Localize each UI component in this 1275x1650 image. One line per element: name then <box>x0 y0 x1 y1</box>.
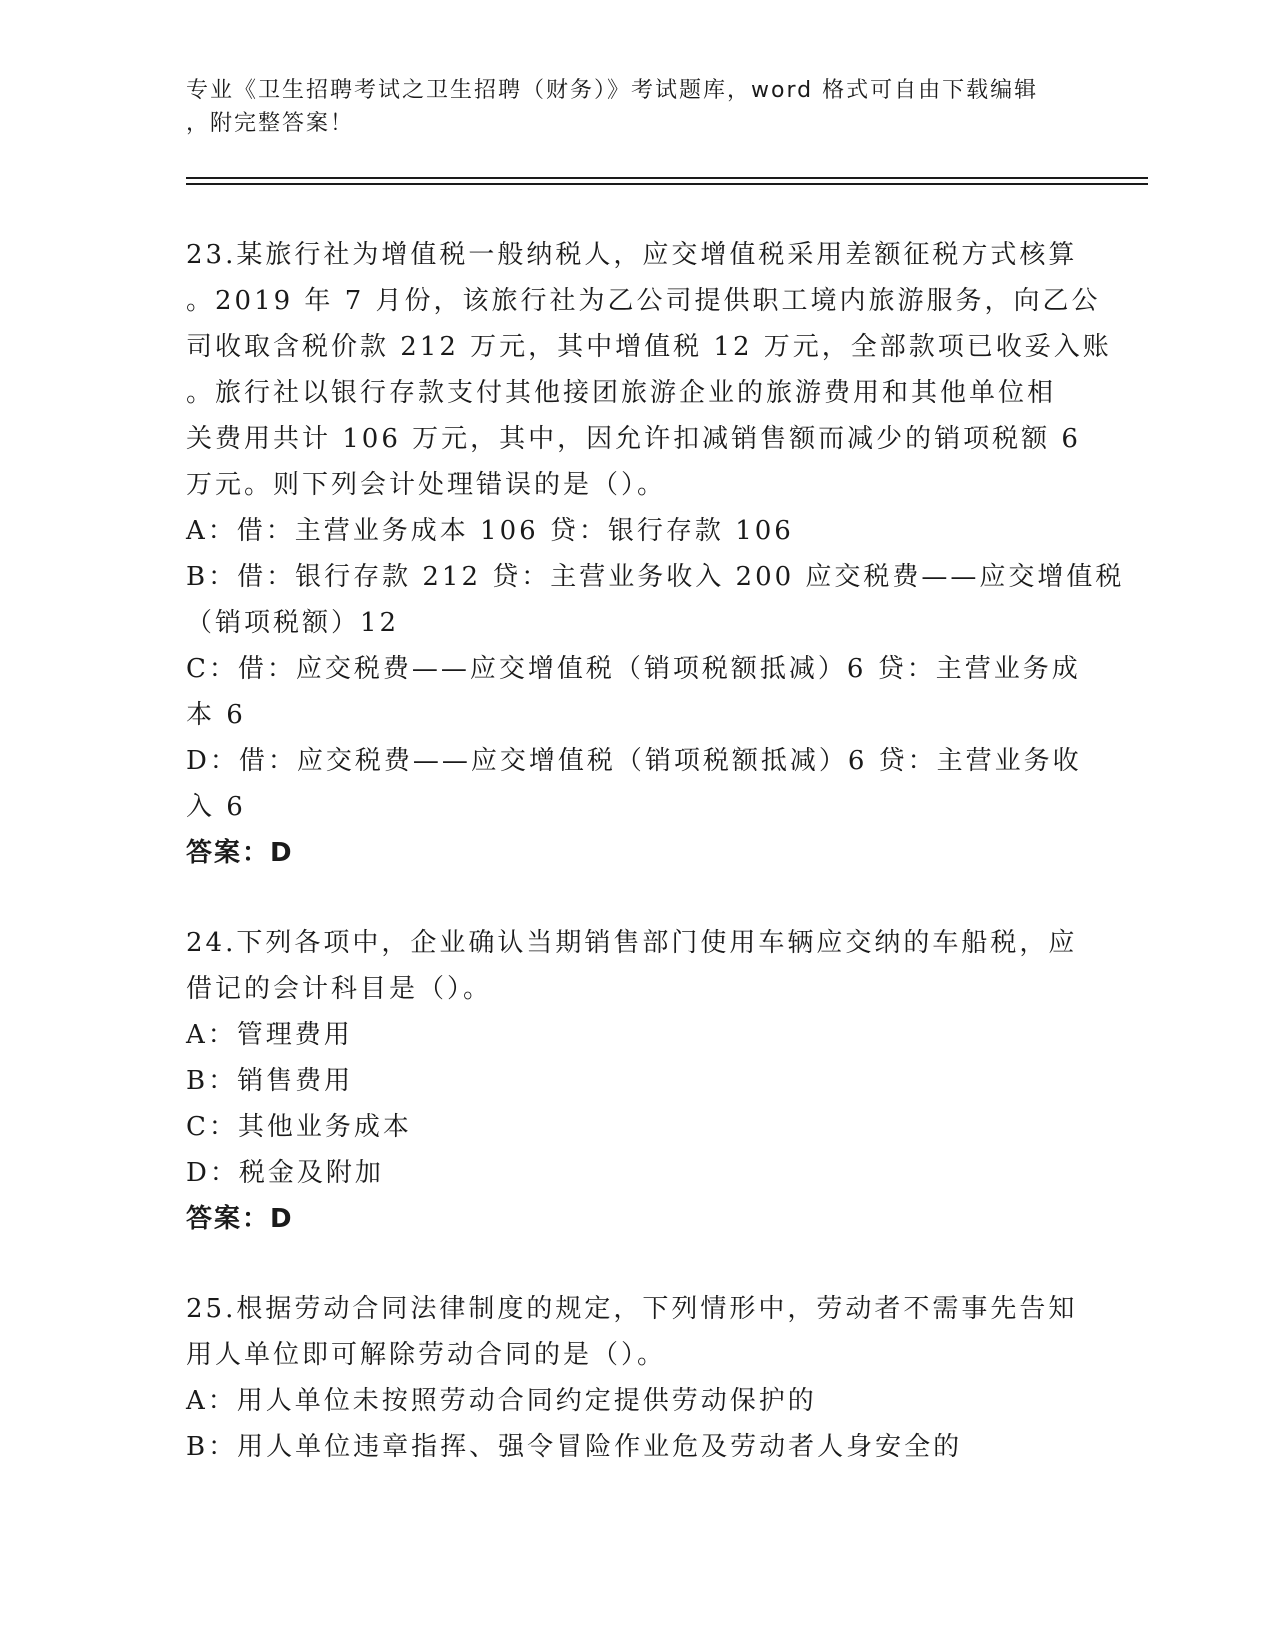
question-spacer <box>186 1242 1086 1286</box>
question-stem-line: 。旅行社以银行存款支付其他接团旅游企业的旅游费用和其他单位相 <box>186 378 1057 408</box>
question-25 <box>186 1286 1086 1470</box>
question-stem-line: 25.根据劳动合同法律制度的规定，下列情形中，劳动者不需事先告知 <box>186 1294 1078 1324</box>
question-stem-line: 万元。则下列会计处理错误的是（）。 <box>186 470 667 500</box>
question-stem-line: 。2019 年 7 月份，该旅行社为乙公司提供职工境内旅游服务，向乙公 <box>186 286 1101 316</box>
answer-label: 答案：D <box>186 838 294 868</box>
option-b-continued: （销项税额）12 <box>186 608 400 638</box>
header-line-2: ，附完整答案！ <box>186 111 355 136</box>
header-line-1: 专业《卫生招聘考试之卫生招聘（财务）》考试题库，word 格式可自由下载编辑 <box>186 78 1039 103</box>
option-c-continued: 本 6 <box>186 700 246 730</box>
option-b: B：借：银行存款 212 贷：主营业务收入 200 应交税费——应交增值税 <box>186 562 1125 592</box>
question-stem-line: 借记的会计科目是（）。 <box>186 974 493 1004</box>
question-spacer <box>186 876 1086 920</box>
option-d: D：税金及附加 <box>186 1158 384 1188</box>
option-c: C：借：应交税费——应交增值税（销项税额抵减）6 贷：主营业务成 <box>186 654 1081 684</box>
answer-label: 答案：D <box>186 1204 294 1234</box>
option-b: B：销售费用 <box>186 1066 354 1096</box>
page-header <box>186 74 1066 140</box>
option-c: C：其他业务成本 <box>186 1112 412 1142</box>
option-a: A：借：主营业务成本 106 贷：银行存款 106 <box>186 516 794 546</box>
question-list <box>186 232 1125 1470</box>
question-23 <box>186 232 1125 876</box>
question-stem-line: 司收取含税价款 212 万元，其中增值税 12 万元，全部款项已收妥入账 <box>186 332 1112 362</box>
question-stem-line: 用人单位即可解除劳动合同的是（）。 <box>186 1340 667 1370</box>
option-a: A：管理费用 <box>186 1020 353 1050</box>
question-stem-line: 24.下列各项中，企业确认当期销售部门使用车辆应交纳的车船税，应 <box>186 928 1078 958</box>
option-a: A：用人单位未按照劳动合同约定提供劳动保护的 <box>186 1386 817 1416</box>
header-rule-bottom <box>186 183 1148 185</box>
question-stem-line: 关费用共计 106 万元，其中，因允许扣减销售额而减少的销项税额 6 <box>186 424 1081 454</box>
option-d: D：借：应交税费——应交增值税（销项税额抵减）6 贷：主营业务收 <box>186 746 1082 776</box>
question-24 <box>186 920 1086 1242</box>
question-stem-line: 23.某旅行社为增值税一般纳税人，应交增值税采用差额征税方式核算 <box>186 240 1078 270</box>
header-rule-top <box>186 177 1148 179</box>
option-d-continued: 入 6 <box>186 792 246 822</box>
option-b: B：用人单位违章指挥、强令冒险作业危及劳动者人身安全的 <box>186 1432 963 1462</box>
